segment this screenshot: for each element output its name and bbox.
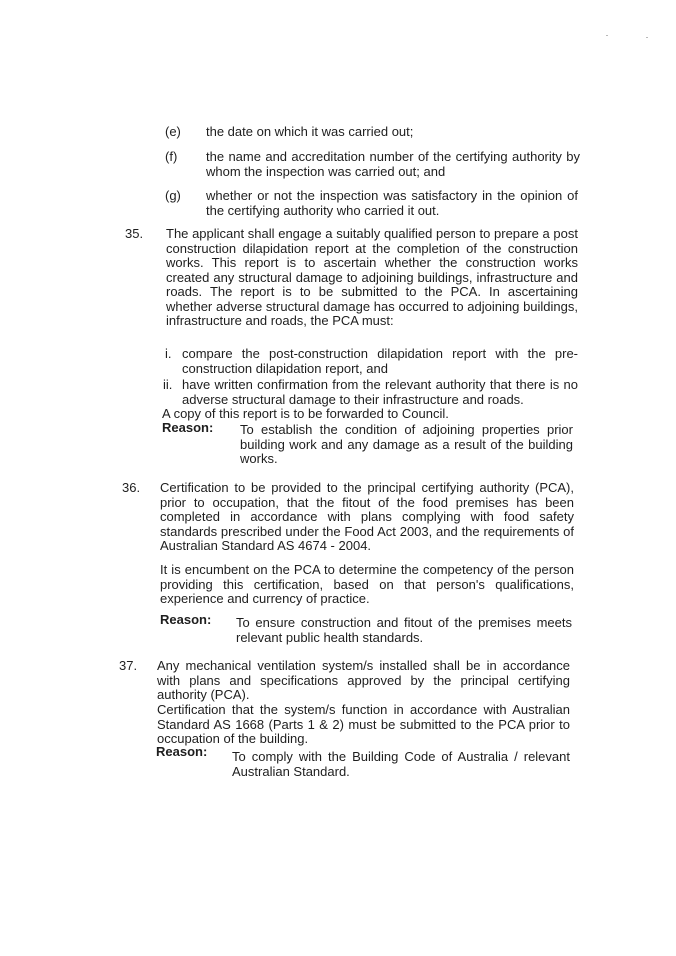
condition-35-number: 35. (125, 226, 144, 241)
condition-37-number: 37. (119, 658, 138, 673)
item-f-label: (f) (165, 149, 178, 164)
condition-36-paragraph-1: Certification to be provided to the principal certifying authority (PCA), prior to occupation, that the fitout of the food premises has been completed in accordance with plans complying with food safety standards prescribed under the Food Act 2003, and the requirements of Australian Standard AS 4674 - 2004. (160, 480, 574, 553)
condition-35-subitem-ii-text: have written confirmation from the relevant authority that there is no adverse structural damage to their infrastructure and roads. (182, 377, 578, 407)
condition-35-text: The applicant shall engage a suitably qualified person to prepare a post construction dilapidation report at the completion of the construction works. This report is to ascertain whether the construction works created any structural damage to adjoining buildings, infrastructure and roads. The report is to be submitted to the PCA. In ascertaining whether adverse structural damage has occurred to adjoining buildings, infrastructure and roads, the PCA must: (166, 226, 578, 328)
condition-37-paragraph-1: Any mechanical ventilation system/s installed shall be in accordance with plans and specifications approved by the principal certifying authority (PCA). (157, 658, 570, 702)
condition-35-reason-label: Reason: (162, 420, 214, 435)
condition-35-subitem-i-label: i. (165, 346, 172, 361)
item-g-label: (g) (165, 188, 181, 203)
scan-speck (646, 37, 648, 38)
condition-36-reason-label: Reason: (160, 612, 212, 627)
item-g-text: whether or not the inspection was satisfactory in the opinion of the certifying authority who carried it out. (206, 188, 578, 218)
condition-36-number: 36. (122, 480, 141, 495)
item-f-text: the name and accreditation number of the certifying authority by whom the inspection was carried out; and (206, 149, 580, 179)
condition-35-after-text: A copy of this report is to be forwarded to Council. (162, 406, 449, 421)
condition-35-reason-text: To establish the condition of adjoining properties prior building work and any damage as a result of the building works. (240, 422, 573, 466)
condition-35-subitem-i-text: compare the post-construction dilapidation report with the pre-construction dilapidation report, and (182, 346, 578, 376)
scan-speck (606, 35, 608, 36)
item-e-text: the date on which it was carried out; (206, 124, 414, 139)
condition-36-reason-text: To ensure construction and fitout of the premises meets relevant public health standards. (236, 615, 572, 645)
condition-37-reason-text: To comply with the Building Code of Australia / relevant Australian Standard. (232, 749, 570, 779)
condition-37-paragraph-2: Certification that the system/s function in accordance with Australian Standard AS 1668 (Parts 1 & 2) must be submitted to the PCA prior to occupation of the building. (157, 702, 570, 746)
condition-36-paragraph-2: It is encumbent on the PCA to determine the competency of the person providing this certification, based on that person's qualifications, experience and currency of practice. (160, 562, 574, 606)
condition-35-subitem-ii-label: ii. (163, 377, 173, 392)
condition-37-reason-label: Reason: (156, 744, 208, 759)
item-e-label: (e) (165, 124, 181, 139)
